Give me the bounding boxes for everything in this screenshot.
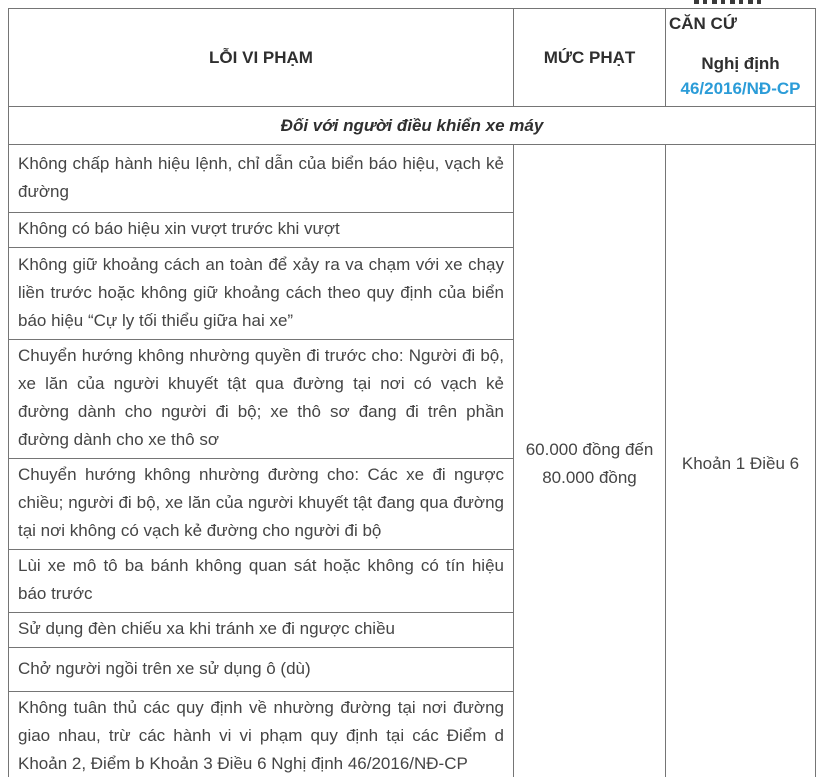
- violation-text: Chuyển hướng không nhường quyền đi trước cho: Người đi bộ, xe lăn của người khuyết tật qua đường tại nơi có vạch kẻ đường dành cho người đi bộ; xe thô sơ đang đi trên phần đường dành cho xe thô sơ: [9, 340, 514, 459]
- violation-row: [9, 145, 816, 213]
- penalty-table: [8, 8, 816, 777]
- violation-text: Không giữ khoảng cách an toàn để xảy ra va chạm với xe chạy liền trước hoặc không giữ khoảng cách theo quy định của biển báo hiệu “Cự ly tối thiểu giữa hai xe”: [9, 248, 514, 340]
- cut-off-text-artifact: [694, 0, 766, 4]
- violation-text: Không chấp hành hiệu lệnh, chỉ dẫn của biển báo hiệu, vạch kẻ đường: [9, 145, 514, 213]
- violation-text: Không tuân thủ các quy định về nhường đường tại nơi đường giao nhau, trừ các hành vi vi phạm quy định tại các Điểm d Khoản 2, Điểm b Khoản 3 Điều 6 Nghị định 46/2016/NĐ-CP: [9, 692, 514, 777]
- basis-reference: Khoản 1 Điều 6: [666, 145, 816, 777]
- col-header-fine: MỨC PHẠT: [514, 9, 666, 107]
- table-header-row: [9, 9, 816, 107]
- decree-number-link[interactable]: 46/2016/NĐ-CP: [680, 79, 801, 98]
- section-header: Đối với người điều khiển xe máy: [9, 107, 816, 145]
- violation-text: Chuyển hướng không nhường đường cho: Các xe đi ngược chiều; người đi bộ, xe lăn của người khuyết tật đang qua đường tại nơi không có vạch kẻ đường cho người đi bộ: [9, 459, 514, 550]
- section-header-row: [9, 107, 816, 145]
- violation-text: Không có báo hiệu xin vượt trước khi vượt: [9, 213, 514, 248]
- fine-amount: 60.000 đồng đến 80.000 đồng: [514, 145, 666, 777]
- basis-header-decree-label: Nghị định: [701, 54, 780, 73]
- col-header-basis: [666, 9, 816, 107]
- violation-text: Sử dụng đèn chiếu xa khi tránh xe đi ngược chiều: [9, 613, 514, 648]
- basis-header-title: CĂN CỨ: [669, 14, 737, 33]
- violation-text: Lùi xe mô tô ba bánh không quan sát hoặc không có tín hiệu báo trước: [9, 550, 514, 613]
- violation-text: Chở người ngồi trên xe sử dụng ô (dù): [9, 648, 514, 692]
- col-header-violation: LỖI VI PHẠM: [9, 9, 514, 107]
